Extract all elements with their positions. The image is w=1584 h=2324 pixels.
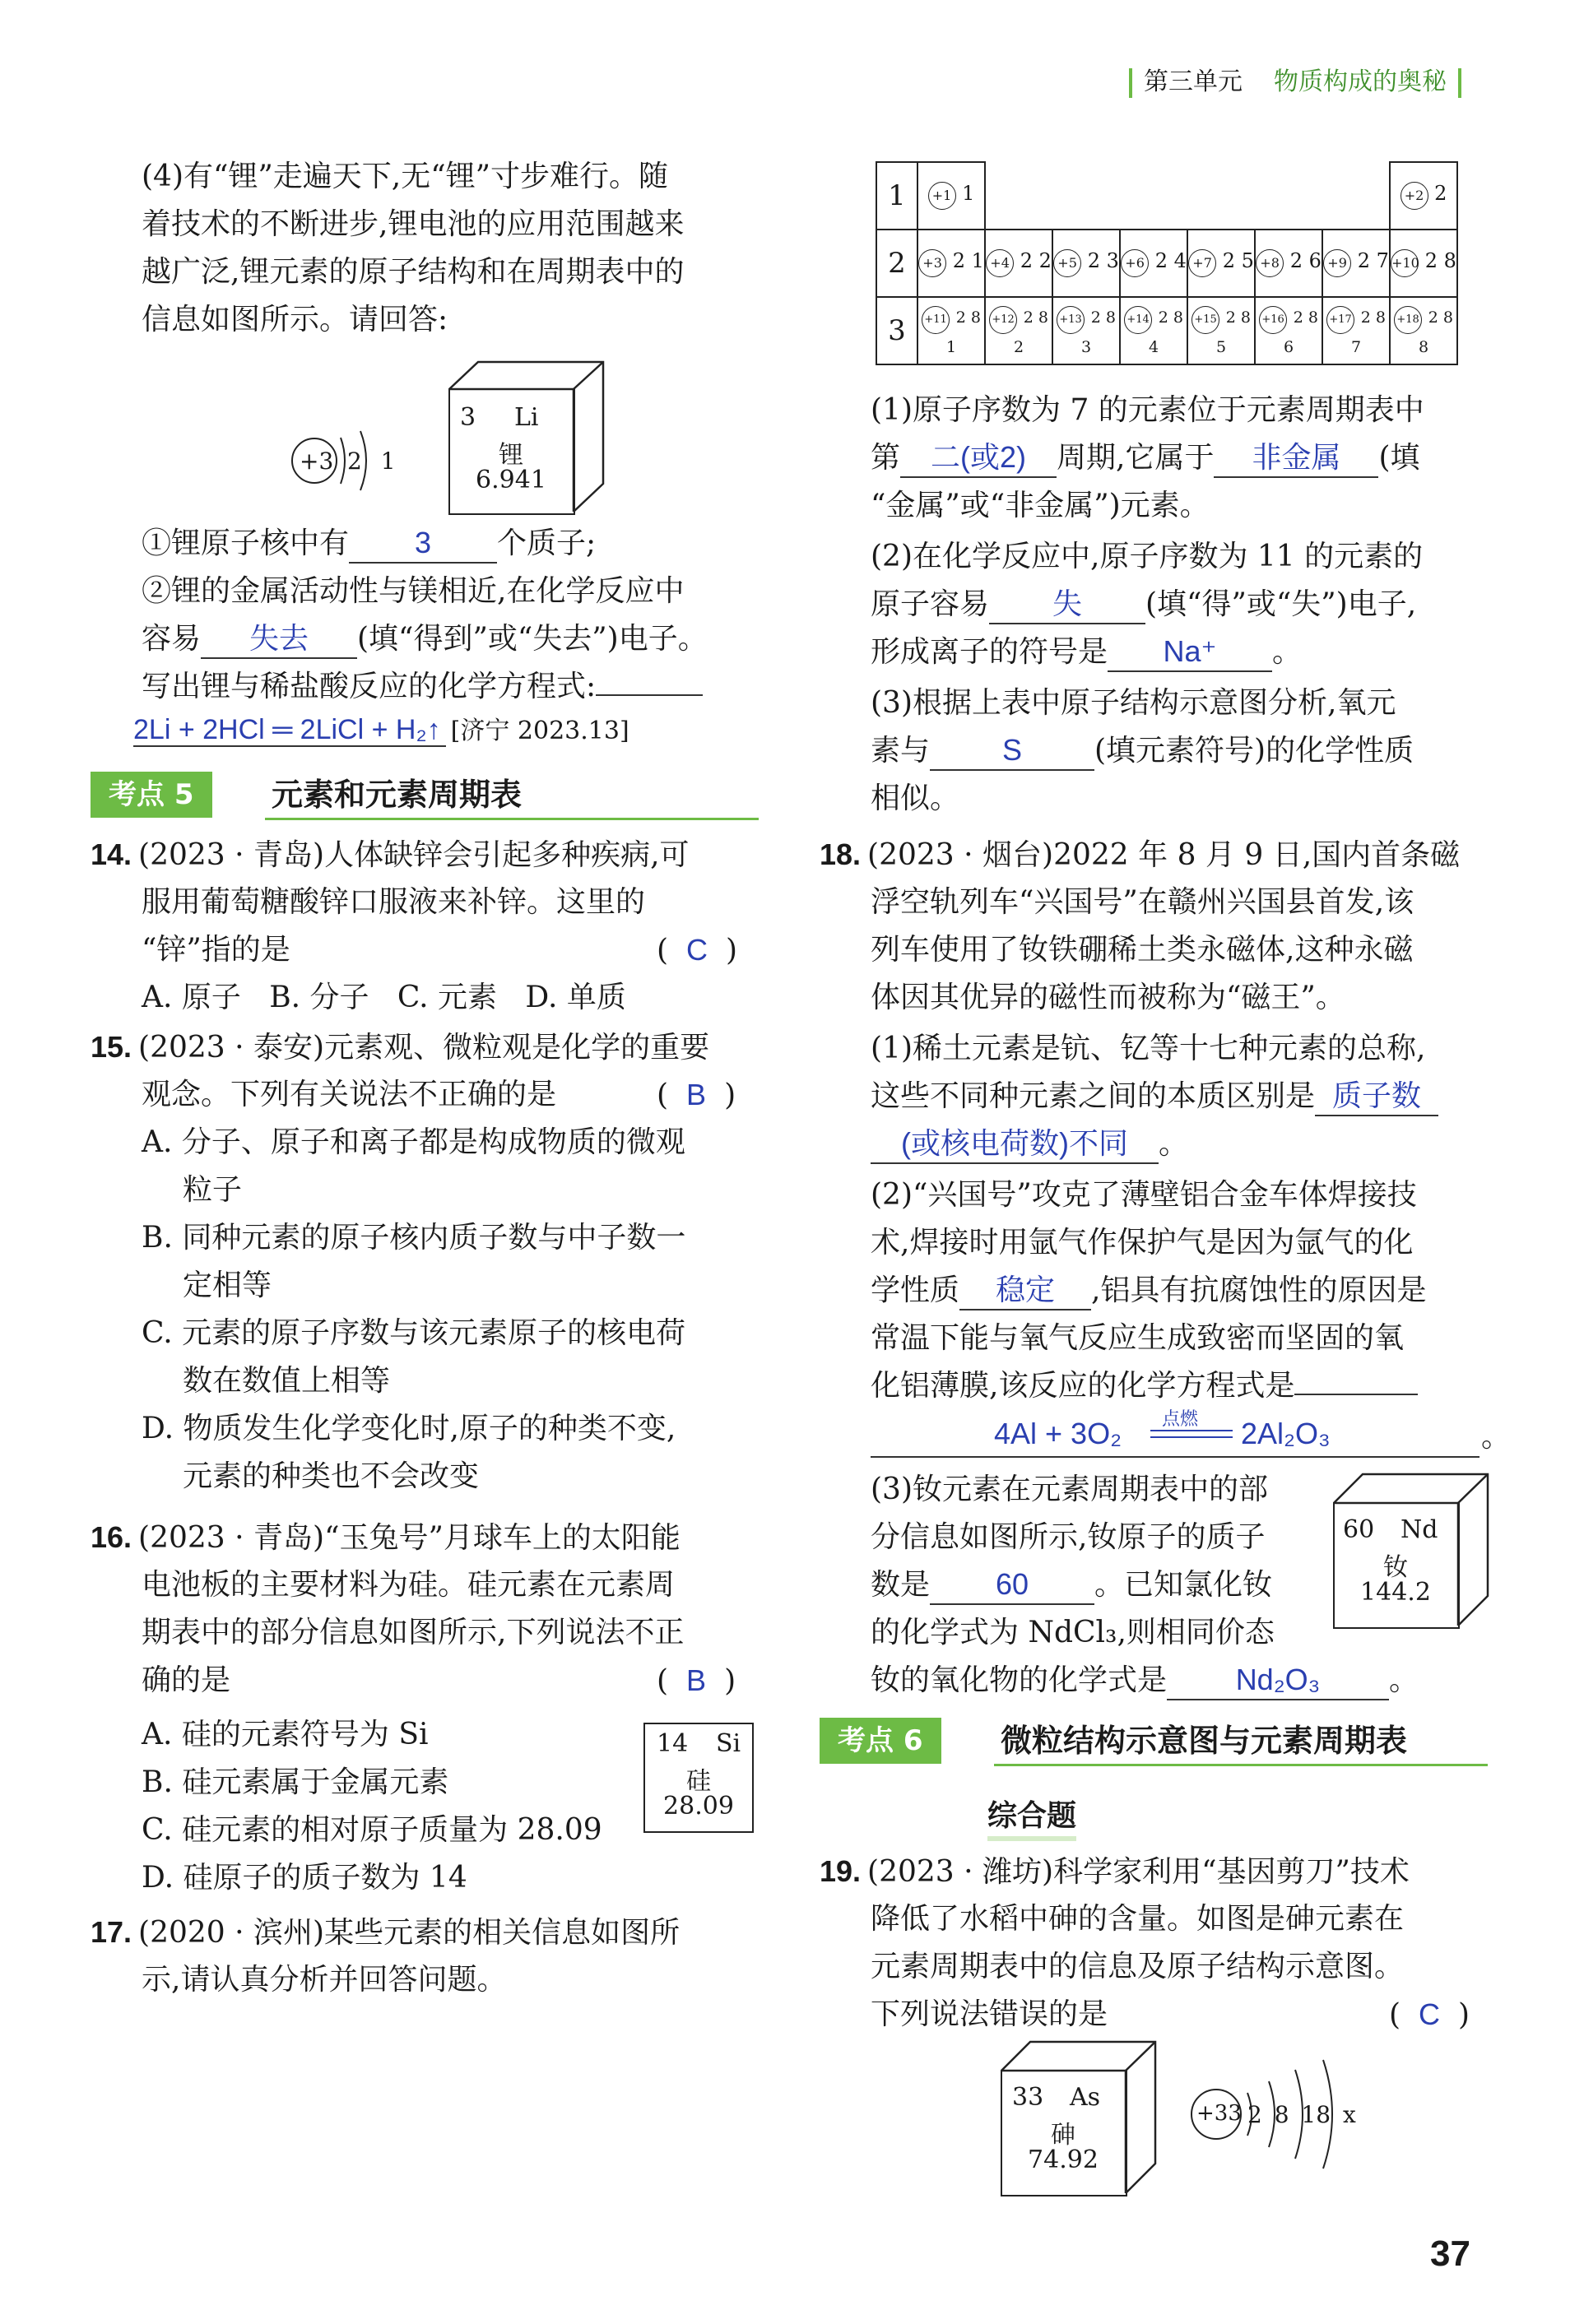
atom-cell: +4 2 2 xyxy=(985,230,1052,297)
page-header xyxy=(1117,61,1473,98)
atom-cell: +2 2 xyxy=(1390,162,1457,230)
atom-cell: +10 2 8 xyxy=(1390,230,1457,297)
atom-cell: +6 2 4 xyxy=(1120,230,1187,297)
arsenic-element-cell xyxy=(1001,2040,1157,2196)
question-number: 18. xyxy=(820,837,862,871)
equation-left: 4Al + 3O₂ xyxy=(994,1417,1122,1450)
answer-blank: 失去 xyxy=(201,619,357,659)
q13-intro-line: 着技术的不断进步,锂电池的应用范围越来 xyxy=(142,207,685,241)
element-symbol: Nd xyxy=(1401,1515,1438,1544)
header-divider xyxy=(1129,68,1132,98)
answer-blank: 失 xyxy=(989,585,1145,624)
atom-cell: +5 2 3 xyxy=(1052,230,1120,297)
unit-label: 第三单元 xyxy=(1144,67,1243,96)
element-name: 砷 xyxy=(1051,2121,1075,2150)
atomic-mass: 6.941 xyxy=(476,466,546,494)
choice-answer: B xyxy=(686,1078,707,1111)
choice-answer: C xyxy=(1419,1997,1441,2031)
reaction-condition: 点燃 xyxy=(1162,1408,1199,1429)
section-subtitle: 综合题 xyxy=(987,1797,1076,1841)
periodic-table-excerpt xyxy=(876,161,1458,365)
atom-cell: +7 2 5 xyxy=(1187,230,1255,297)
q13-intro-line: (4)有“锂”走遍天下,无“锂”寸步难行。随 xyxy=(142,160,669,193)
question-number: 17. xyxy=(91,1915,132,1949)
answer-blank: 3 xyxy=(349,524,497,564)
atom-cell: +14 2 8 4 xyxy=(1120,297,1187,364)
period-number: 3 xyxy=(876,297,917,364)
neodymium-element-cell xyxy=(1333,1473,1489,1629)
atom-cell: +3 2 1 xyxy=(917,230,985,297)
answer-blank: 质子数 xyxy=(1315,1077,1438,1116)
q13-a3-answer xyxy=(133,706,759,755)
source-ref: [济宁 2023.13] xyxy=(450,717,629,745)
atom-cell: +15 2 8 5 xyxy=(1187,297,1255,364)
question-number: 15. xyxy=(91,1030,132,1064)
nucleus-charge: +33 xyxy=(1196,2101,1242,2126)
element-name: 锂 xyxy=(499,441,523,470)
arsenic-atom-diagram xyxy=(1188,2048,1369,2180)
atom-cell: +18 2 8 8 xyxy=(1390,297,1457,364)
atomic-number: 14 xyxy=(657,1729,689,1758)
lithium-element-cell xyxy=(448,360,605,517)
answer-bracket: ( B ) xyxy=(657,1663,736,1698)
electron-shells: 2 1 xyxy=(347,448,396,475)
element-name: 硅 xyxy=(686,1767,711,1796)
answer-blank: S xyxy=(930,731,1094,771)
option: B. 同种元素的原子核内质子数与中子数一 xyxy=(142,1221,686,1255)
element-symbol: Si xyxy=(716,1729,741,1758)
answer-blank: 二(或2) xyxy=(900,438,1057,478)
atomic-number: 33 xyxy=(1012,2083,1044,2112)
question-number: 19. xyxy=(820,1854,862,1888)
answer-bracket: ( B ) xyxy=(657,1078,736,1112)
section-tag: 考点 6 xyxy=(820,1718,941,1764)
option: B. 硅元素属于金属元素 xyxy=(142,1765,449,1799)
option: A. 硅的元素符号为 Si xyxy=(142,1718,429,1751)
atom-cell: +12 2 8 2 xyxy=(985,297,1052,364)
option: C. 元素的原子序数与该元素原子的核电荷 xyxy=(142,1316,686,1350)
element-symbol: Li xyxy=(514,403,539,432)
section-title: 元素和元素周期表 xyxy=(265,772,759,820)
option: A. 分子、原子和离子都是构成物质的微观 xyxy=(142,1125,685,1159)
q13-a2-line: ②锂的金属活动性与镁相近,在化学反应中 xyxy=(142,574,685,608)
q13-intro-line: 信息如图所示。请回答: xyxy=(142,303,448,336)
combustion-equation xyxy=(871,1407,1479,1458)
q13-a2: 容易 失去 (填“得到”或“失去”)电子。 xyxy=(142,615,708,663)
answer-blank: 非金属 xyxy=(1214,438,1378,478)
option: D. 物质发生化学变化时,原子的种类不变, xyxy=(142,1412,676,1445)
q13-a1: ①锂原子核中有 3 个质子; xyxy=(142,520,596,568)
atom-cell: +17 2 8 7 xyxy=(1322,297,1390,364)
header-divider xyxy=(1458,68,1461,98)
answer-blank: (或核电荷数)不同 xyxy=(871,1125,1159,1164)
atomic-mass: 28.09 xyxy=(663,1792,734,1821)
answer-bracket: ( C ) xyxy=(1389,1997,1470,2032)
equation-right: 2Al₂O₃ xyxy=(1241,1417,1331,1450)
q13-a3-line: 写出锂与稀盐酸反应的化学方程式: xyxy=(142,663,703,711)
question-number: 16. xyxy=(91,1520,132,1554)
atomic-number: 3 xyxy=(460,403,476,432)
atom-cell: +16 2 8 6 xyxy=(1255,297,1322,364)
section-tag: 考点 5 xyxy=(91,772,212,818)
element-name: 钕 xyxy=(1383,1553,1408,1582)
element-symbol: As xyxy=(1070,2083,1101,2112)
period-number: 1 xyxy=(876,162,917,230)
choice-answer: B xyxy=(686,1663,707,1697)
question-number: 14. xyxy=(91,837,132,871)
equals-sign xyxy=(1150,1430,1233,1438)
atom-cell: +11 2 8 1 xyxy=(917,297,985,364)
atomic-number: 60 xyxy=(1343,1515,1375,1544)
lithium-atom-diagram xyxy=(290,420,413,502)
atomic-mass: 74.92 xyxy=(1028,2145,1099,2174)
option: C. 硅元素的相对原子质量为 28.09 xyxy=(142,1813,602,1847)
page-number: 37 xyxy=(1430,2234,1470,2274)
unit-title: 物质构成的奥秘 xyxy=(1274,67,1447,96)
equation-answer: 2Li + 2HCl ═ 2LiCl + H₂↑ xyxy=(133,714,446,747)
answer-blank: 60 xyxy=(930,1566,1094,1605)
option: 数在数值上相等 xyxy=(183,1364,391,1398)
answer-blank: Na⁺ xyxy=(1108,633,1272,672)
atom-cell: +9 2 7 xyxy=(1322,230,1390,297)
silicon-element-cell xyxy=(643,1723,754,1833)
q13-intro-line: 越广泛,锂元素的原子结构和在周期表中的 xyxy=(142,255,685,289)
electron-shells: 2 8 18 x xyxy=(1247,2101,1356,2128)
answer-blank: 稳定 xyxy=(959,1271,1091,1310)
option: 定相等 xyxy=(183,1269,272,1302)
option: D. 硅原子的质子数为 14 xyxy=(142,1861,467,1895)
atom-cell: +1 1 xyxy=(917,162,985,230)
atom-cell: +8 2 6 xyxy=(1255,230,1322,297)
option: 元素的种类也不会改变 xyxy=(183,1459,480,1493)
atom-cell: +13 2 8 3 xyxy=(1052,297,1120,364)
answer-blank: Nd₂O₃ xyxy=(1167,1661,1389,1700)
option: 粒子 xyxy=(183,1173,243,1207)
options: A. 原子 B. 分子 C. 元素 D. 单质 xyxy=(142,981,626,1014)
section-title: 微粒结构示意图与元素周期表 xyxy=(994,1718,1488,1766)
answer-bracket: ( C ) xyxy=(657,933,738,967)
period-number: 2 xyxy=(876,230,917,297)
nucleus-charge: +3 xyxy=(300,448,334,475)
atomic-mass: 144.2 xyxy=(1360,1578,1431,1607)
choice-answer: C xyxy=(686,933,708,967)
